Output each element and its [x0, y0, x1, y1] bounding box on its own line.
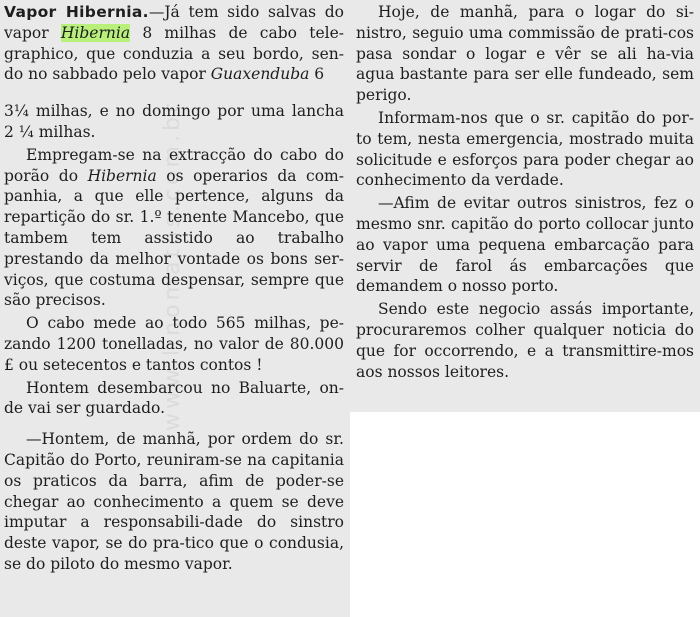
ship-name: Hibernia: [87, 166, 157, 185]
article-paragraph-8: Informam-nos que o sr. capitão do por-to tem, nesta emergencia, mostrado muita solicitude e esforços para poder chegar ao conhecimento da verdade.: [356, 108, 694, 190]
left-column: [4, 2, 344, 577]
article-paragraph-3: Empregam-se na extracção do cabo do porão do Hibernia os operarios da com-panhia, a que elle pertence, alguns da repartição do sr. 1.º tenente Mancebo, que tambem tem assistido ao trabalho prestando da melhor vontade os bons ser-viços, que costuma despensar, sempre que são precisos.: [4, 145, 344, 310]
article-paragraph-2: 3¼ milhas, e no domingo por uma lancha 2 ¼ milhas.: [4, 102, 344, 141]
right-column: [356, 2, 694, 384]
highlighted-ship-name: Hibernia: [60, 23, 131, 42]
article-paragraph-4: O cabo mede ao todo 565 milhas, pe-zando 1200 tonelladas, no valor de 80.000 £ ou setecentos e tantos contos !: [4, 314, 344, 374]
article-paragraph-9: —Afim de evitar outros sinistros, fez o mesmo snr. capitão do porto collocar junto ao vapor uma pequena embarcação para servir de farol ás embarcações que demandem o nosso porto.: [356, 194, 694, 296]
article-paragraph-6: —Hontem, de manhã, por ordem do sr. Capitão do Porto, reuniram-se na capitania os praticos da barra, afim de poder-se chegar ao conhecimento a quem se deve imputar a responsabili-dade do sinstro deste vapor, se do pra-tico que o condusia, se do piloto do mesmo vapor.: [4, 430, 344, 573]
article-paragraph-7: Hoje, de manhã, para o logar do si-nistro, seguio uma commissão de prati-cos pasa sondar o logar e vêr se ali ha-via agua bastante para ser elle fundeado, sem perigo.: [356, 3, 694, 105]
article-title: Vapor Hibernia.: [4, 3, 149, 21]
article-paragraph-5: Hontem desembarcou no Baluarte, on-de vai ser guardado.: [4, 378, 344, 418]
right-newspaper-clipping: [350, 0, 700, 412]
article-paragraph-10: Sendo este negocio assás importante, procuraremos colher qualquer noticia do que for occorrendo, e a transmittire-mos aos nossos leitores.: [356, 300, 694, 381]
ship-name: Guaxenduba: [210, 65, 310, 84]
article-paragraph-1: Vapor Hibernia.—Já tem sido salvas do vapor Hibernia 8 milhas de cabo tele-graphico, que conduzia a seu bordo, sen-do no sabbado pelo vapor Guaxenduba 6: [4, 3, 344, 84]
watermark: www.linomatos.com.br: [160, 100, 185, 432]
